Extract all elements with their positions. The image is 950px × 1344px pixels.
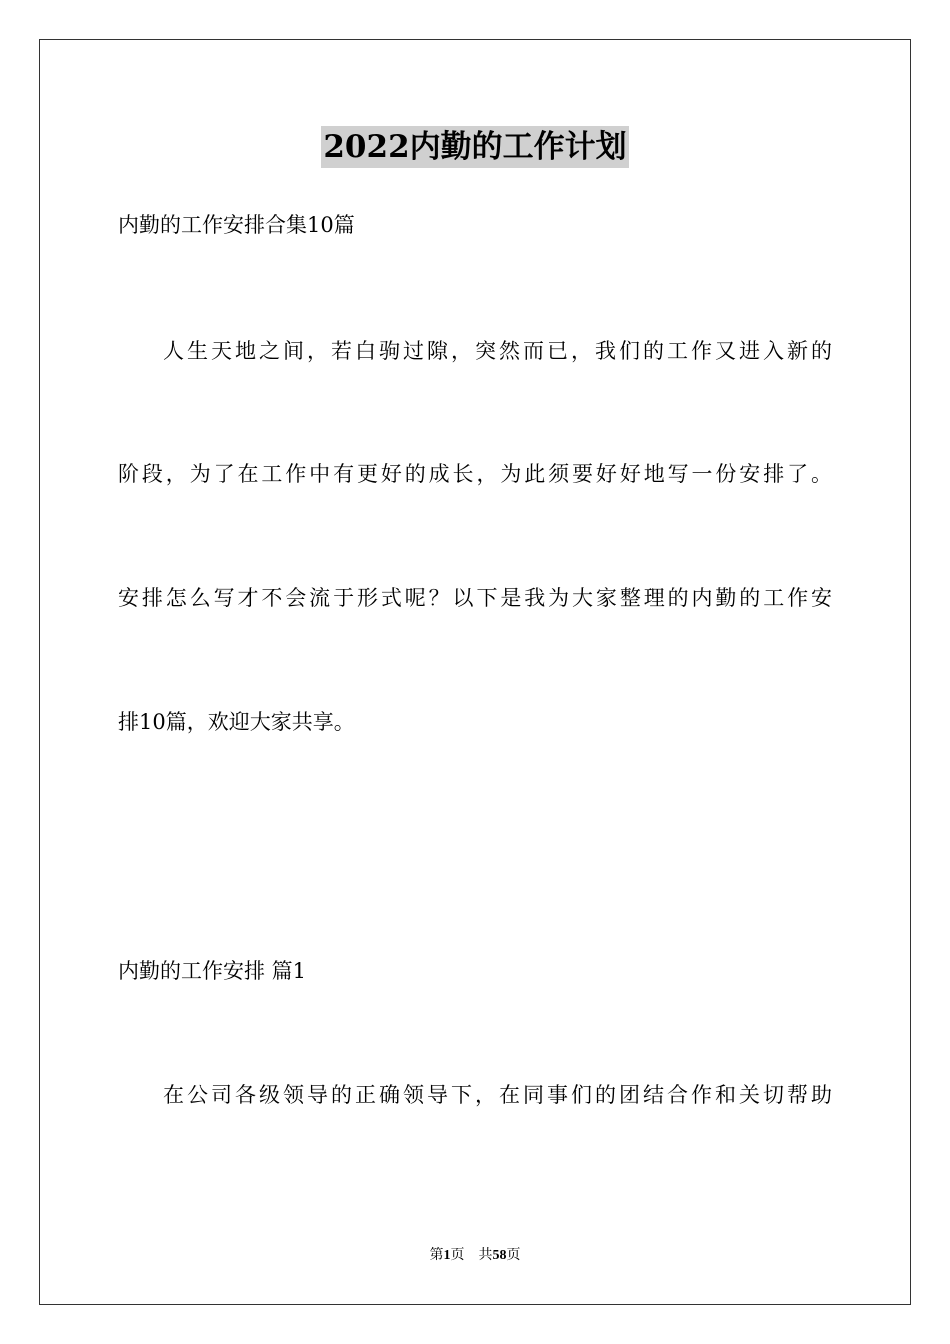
paragraph-line: 安排怎么写才不会流于形式呢？以下是我为大家整理的内勤的工作安: [118, 586, 832, 610]
document-subtitle: 内勤的工作安排合集10篇: [118, 213, 355, 237]
footer-page-number: 1: [443, 1248, 451, 1263]
footer-page-prefix: 第: [429, 1248, 444, 1263]
paragraph-line: 人生天地之间，若白驹过隙，突然而已，我们的工作又进入新的: [163, 339, 832, 363]
paragraph-line: 阶段，为了在工作中有更好的成长，为此须要好好地写一份安排了。: [118, 462, 832, 486]
paragraph-line: 排10篇，欢迎大家共享。: [118, 710, 355, 734]
footer-total-prefix: 共: [478, 1248, 493, 1263]
document-title: 2022内勤的工作计划: [321, 126, 628, 168]
paragraph-line: 在公司各级领导的正确领导下，在同事们的团结合作和关切帮助: [163, 1083, 832, 1107]
footer-page-suffix: 页: [450, 1248, 465, 1263]
section-heading: 内勤的工作安排 篇1: [118, 959, 307, 983]
footer-total-pages: 58: [492, 1248, 507, 1263]
title-container: [0, 126, 950, 168]
footer-total-suffix: 页: [506, 1248, 521, 1263]
page-footer: [0, 1246, 950, 1266]
